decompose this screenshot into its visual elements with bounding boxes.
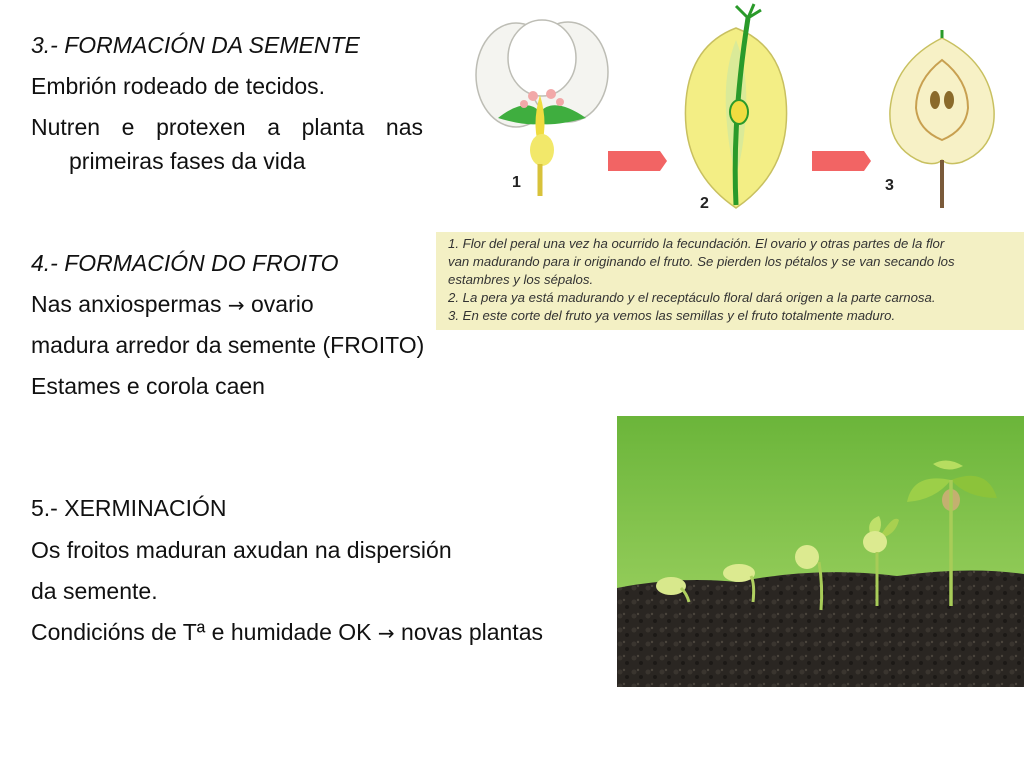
- arrow-right-icon: [812, 151, 871, 171]
- ripe-pear-cross-section-illustration: [890, 30, 994, 208]
- caption-line: estambres y los sépalos.: [448, 272, 594, 287]
- section-5-line-1: Os froitos maduran axudan na dispersión: [31, 537, 452, 563]
- section-3-line-2b: primeiras fases da vida: [69, 148, 306, 174]
- section-5-heading: 5.- XERMINACIÓN: [31, 495, 227, 521]
- arrow-right-icon: →: [227, 293, 245, 317]
- developing-pear-illustration: [685, 4, 786, 208]
- pear-development-diagram: [436, 0, 1024, 218]
- caption-line: 2. La pera ya está madurando y el receptáculo floral dará origen a la parte carnosa.: [448, 290, 936, 305]
- section-4-heading: 4.- FORMACIÓN DO FROITO: [31, 250, 339, 276]
- caption-line: van madurando para ir originando el fruto. Se pierden los pétalos y se van secando los: [448, 254, 955, 269]
- arrow-right-icon: [608, 151, 667, 171]
- section-4-line-3: Estames e corola caen: [31, 373, 265, 399]
- diagram-caption-box: [436, 232, 1024, 330]
- section-5-line-3: Condicións de Tª e humidade OK → novas plantas: [31, 619, 543, 645]
- step-2-label: 2: [700, 195, 709, 212]
- section-4-line-2: madura arredor da semente (FROITO): [31, 332, 425, 358]
- arrow-right-icon: →: [377, 621, 395, 645]
- section-3-line-2a: Nutren e protexen a planta nas: [31, 114, 423, 140]
- flower-illustration: [476, 20, 608, 196]
- section-3-heading: 3.- FORMACIÓN DA SEMENTE: [31, 32, 360, 58]
- caption-line: 3. En este corte del fruto ya vemos las semillas y el fruto totalmente maduro.: [448, 308, 896, 323]
- step-3-label: 3: [885, 177, 894, 194]
- step-1-label: 1: [512, 174, 521, 191]
- section-4-line-1: Nas anxiospermas → ovario: [31, 291, 314, 317]
- germinating-seedlings-photo: [617, 416, 1024, 687]
- caption-line: 1. Flor del peral una vez ha ocurrido la fecundación. El ovario y otras partes de la flor: [448, 236, 945, 251]
- section-5-line-2: da semente.: [31, 578, 158, 604]
- section-3-line-1: Embrión rodeado de tecidos.: [31, 73, 326, 99]
